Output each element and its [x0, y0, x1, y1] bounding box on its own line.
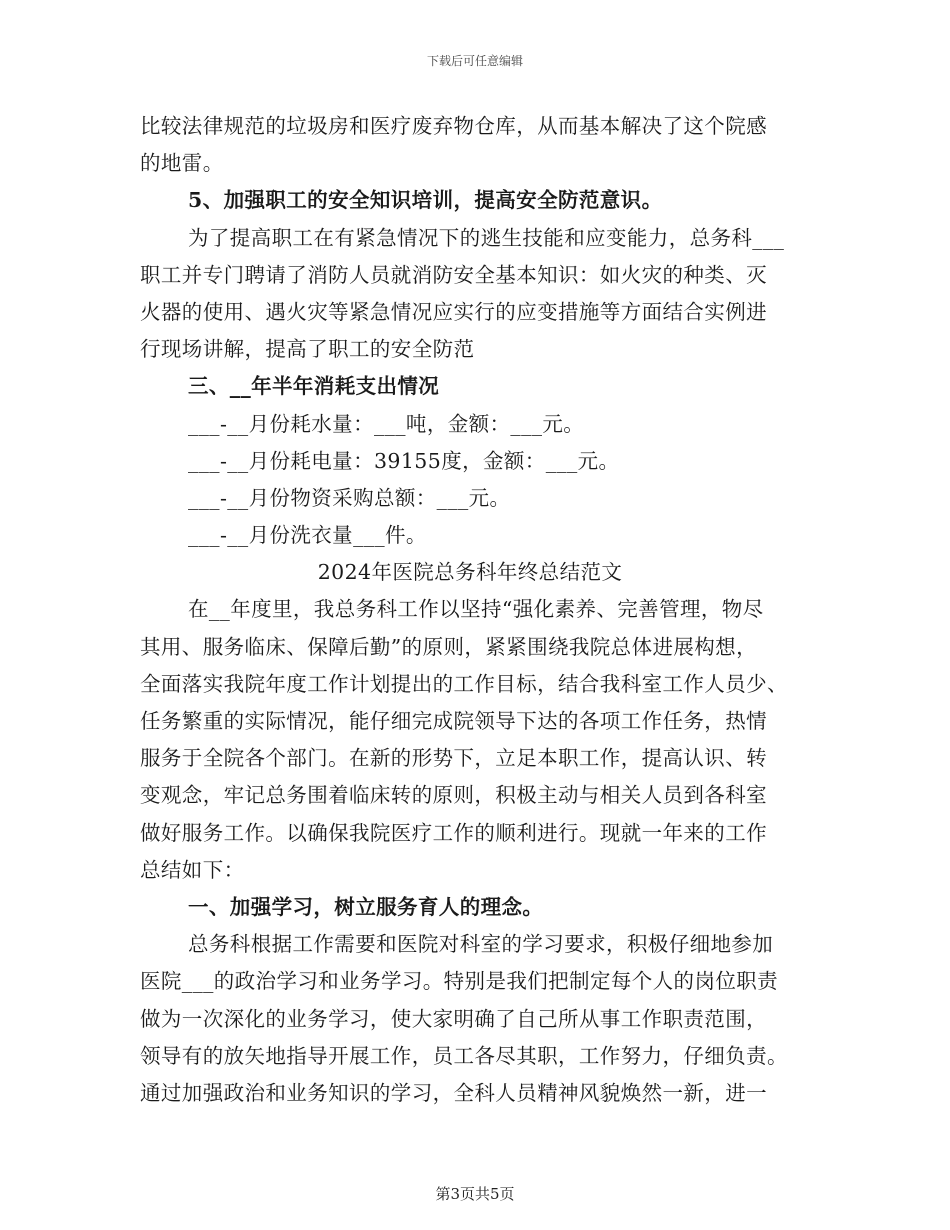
- section-heading: 一、加强学习，树立服务育人的理念。: [188, 894, 544, 919]
- section-heading: 5、加强职工的安全知识培训，提高安全防范意识。: [188, 188, 663, 213]
- paragraph-line: 行现场讲解，提高了职工的安全防范: [140, 337, 475, 362]
- paragraph-line: 任务繁重的实际情况，能仔细完成院领导下达的各项工作任务，热情: [140, 709, 767, 733]
- paragraph-line: 做为一次深化的业务学习，使大家明确了自己所从事工作职责范围，: [140, 1006, 767, 1031]
- paragraph-line: 为了提高职工在有紧急情况下的逃生技能和应变能力，总务科___: [188, 225, 785, 250]
- paragraph-line: 全面落实我院年度工作计划提出的工作目标，结合我科室工作人员少、: [140, 671, 788, 696]
- section-title: 2024年医院总务科年终总结范文: [317, 560, 623, 585]
- paragraph-line: 职工并专门聘请了消防人员就消防安全基本知识：如火灾的种类、灭: [140, 262, 767, 287]
- paragraph-line: 其用、服务临床、保障后勤”的原则，紧紧围绕我院总体进展构想，: [140, 634, 757, 659]
- paragraph-line: 通过加强政治和业务知识的学习，全科人员精神风貌焕然一新，进一: [140, 1080, 767, 1105]
- paragraph-line: 服务于全院各个部门。在新的形势下，立足本职工作，提高认识、转: [140, 746, 767, 771]
- paragraph-line: 比较法律规范的垃圾房和医疗废弃物仓库，从而基本解决了这个院感: [140, 114, 767, 138]
- page-header: 下载后可任意编辑: [426, 54, 523, 68]
- paragraph-line: 变观念，牢记总务围着临床转的原则，积极主动与相关人员到各科室: [140, 783, 767, 808]
- paragraph-line: 领导有的放矢地指导开展工作，员工各尽其职，工作努力，仔细负责。: [140, 1043, 788, 1068]
- paragraph-line: ___-__月份耗电量：39155度，金额：___元。: [188, 448, 620, 473]
- paragraph-line: 的地雷。: [140, 151, 224, 176]
- paragraph-line: 火器的使用、遇火灾等紧急情况应实行的应变措施等方面结合实例进: [140, 299, 767, 324]
- paragraph-line: 做好服务工作。以确保我院医疗工作的顺利进行。现就一年来的工作: [140, 820, 767, 845]
- paragraph-line: 医院___的政治学习和业务学习。特别是我们把制定每个人的岗位职责: [140, 969, 779, 994]
- paragraph-line: 总务科根据工作需要和医院对科室的学习要求，积极仔细地参加: [188, 932, 774, 957]
- page-footer: 第3页共5页: [435, 1185, 515, 1203]
- paragraph-line: ___-__月份洗衣量___件。: [188, 523, 427, 548]
- document-body: [140, 108, 800, 1112]
- paragraph-line: ___-__月份物资采购总额：___元。: [188, 485, 511, 510]
- section-heading: 三、__年半年消耗支出情况: [188, 374, 440, 399]
- paragraph-line: ___-__月份耗水量：___吨，金额：___元。: [188, 411, 585, 436]
- paragraph-line: 在__年度里，我总务科工作以坚持“强化素养、完善管理，物尽: [188, 597, 764, 622]
- paragraph-line: 总结如下：: [140, 857, 245, 882]
